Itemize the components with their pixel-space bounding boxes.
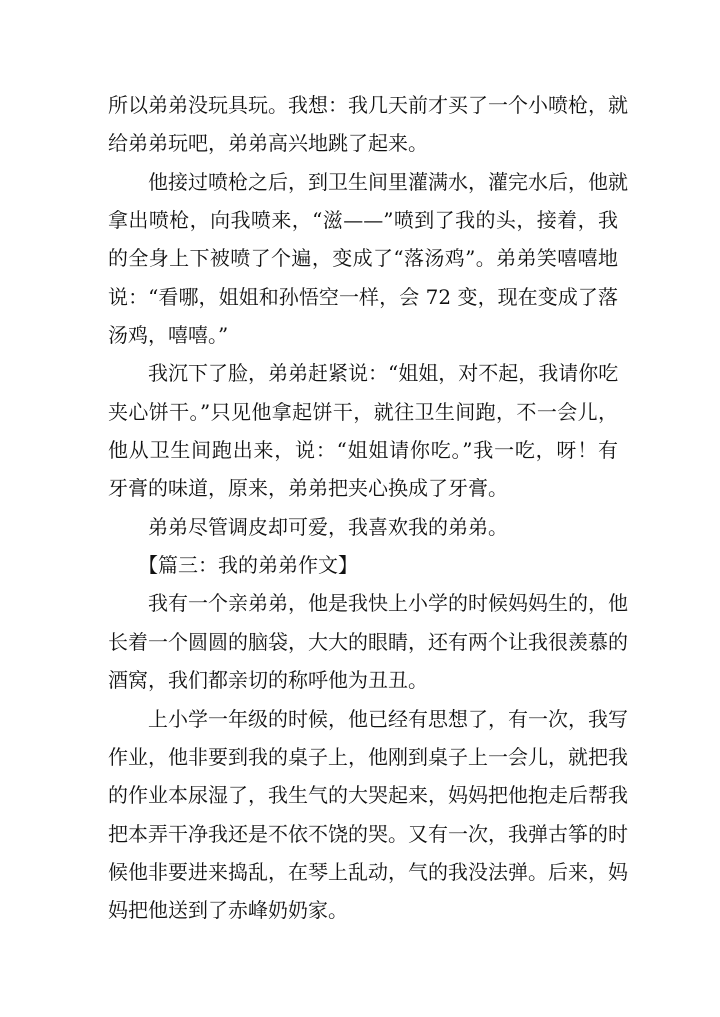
paragraph-line: 弟弟尽管调皮却可爱，我喜欢我的弟弟。 [148, 515, 508, 539]
paragraph-line: 汤鸡，嘻嘻。” [108, 323, 229, 347]
paragraph-line: 说：“看哪，姐姐和孙悟空一样，会 72 变，现在变成了落 [108, 285, 618, 309]
paragraph-line: 的全身上下被喷了个遍，变成了“落汤鸡”。弟弟笑嘻嘻地 [108, 246, 618, 270]
paragraph-line: 酒窝，我们都亲切的称呼他为丑丑。 [108, 668, 428, 692]
paragraph-line: 上小学一年级的时候，他已经有思想了，有一次，我写 [148, 707, 628, 731]
paragraph-line: 作业，他非要到我的桌子上，他刚到桌子上一会儿，就把我 [108, 745, 628, 769]
paragraph-line: 牙膏的味道，原来，弟弟把夹心换成了牙膏。 [108, 476, 508, 500]
paragraph-line: 所以弟弟没玩具玩。我想：我几天前才买了一个小喷枪，就 [108, 93, 628, 117]
paragraph-line: 妈把他送到了赤峰奶奶家。 [108, 898, 348, 922]
paragraph-line: 把本弄干净我还是不依不饶的哭。又有一次，我弹古筝的时 [108, 822, 628, 846]
paragraph-line: 给弟弟玩吧，弟弟高兴地跳了起来。 [108, 131, 428, 155]
paragraph-line: 拿出喷枪，向我喷来，“滋——”喷到了我的头，接着，我 [108, 208, 618, 232]
paragraph-line: 长着一个圆圆的脑袋，大大的眼睛，还有两个让我很羡慕的 [108, 630, 628, 654]
paragraph-line: 的作业本尿湿了，我生气的大哭起来，妈妈把他抱走后帮我 [108, 783, 628, 807]
section-heading: 【篇三：我的弟弟作文】 [138, 553, 358, 577]
paragraph-line: 我沉下了脸，弟弟赶紧说：“姐姐，对不起，我请你吃 [148, 361, 619, 385]
paragraph-line: 夹心饼干。”只见他拿起饼干，就往卫生间跑，不一会儿， [108, 400, 618, 424]
paragraph-line: 他从卫生间跑出来，说：“姐姐请你吃。”我一吃，呀！有 [108, 438, 618, 462]
paragraph-line: 我有一个亲弟弟，他是我快上小学的时候妈妈生的，他 [148, 591, 628, 615]
paragraph-line: 他接过喷枪之后，到卫生间里灌满水，灌完水后，他就 [148, 170, 628, 194]
paragraph-line: 候他非要进来捣乱，在琴上乱动，气的我没法弹。后来，妈 [108, 860, 628, 884]
